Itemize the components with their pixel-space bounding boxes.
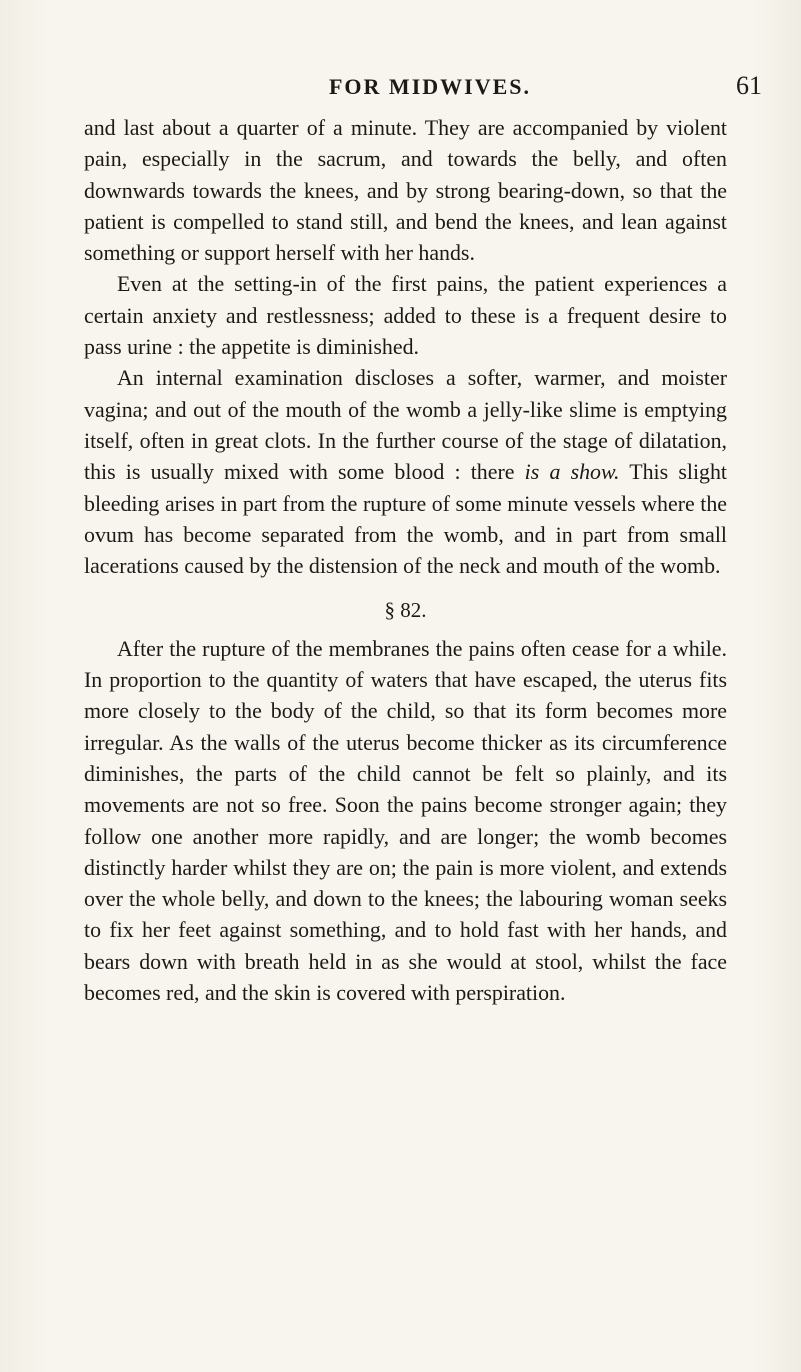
examination-text-b: This slight bleeding arises in part from the rupture of some minute vessels where the ovum has become separated from the womb, and in part from small lacerations caused by the distension of the neck and mouth of the womb. [84,459,727,579]
paragraph-continued: and last about a quarter of a minute. They are accompanied by violent pain, especially in the sacrum, and towards the belly, and often downwards towards the knees, and by strong bearing-down, so that the patient is compelled to stand still, and bend the knees, and lean against something or support herself with her hands. [84,115,727,266]
paragraph-anxiety: Even at the setting-in of the first pains, the patient experiences a certain anxiety and restlessness; added to these is a frequent desire to pass urine : the appetite is diminished. [84,271,727,360]
page-number: 61 [736,71,762,100]
show-italic-text: is a show. [524,459,620,485]
body-text [84,112,727,1008]
page-header [60,71,762,114]
section-heading: § 82. [384,598,427,623]
running-title: FOR MIDWIVES. [328,74,531,99]
examination-text-a: An internal examination discloses a softer, warmer, and moister vagina; and out of the mouth of the womb a jelly-like slime is emptying itself, often in great clots. In the further course of the stage of dilatation, this is usually mixed with some blood : there [84,365,727,485]
paragraph-examination [84,362,727,581]
paragraph-membranes: After the rupture of the membranes the pains often cease for a while. In proportion to the quantity of waters that have escaped, the uterus fits more closely to the body of the child, so that its form becomes more irregular. As the walls of the uterus become thicker as its circumference diminishes, the parts of the child cannot be felt so plainly, and its movements are not so free. Soon the pains become stronger again; they follow one another more rapidly, and are longer; the womb becomes distinctly harder whilst they are on; the pain is more violent, and extends over the whole belly, and down to the knees; the labouring woman seeks to fix her feet against something, and to hold fast with her hands, and bears down with breath held in as she would at stool, whilst the face becomes red, and the skin is covered with perspiration. [84,635,727,1006]
